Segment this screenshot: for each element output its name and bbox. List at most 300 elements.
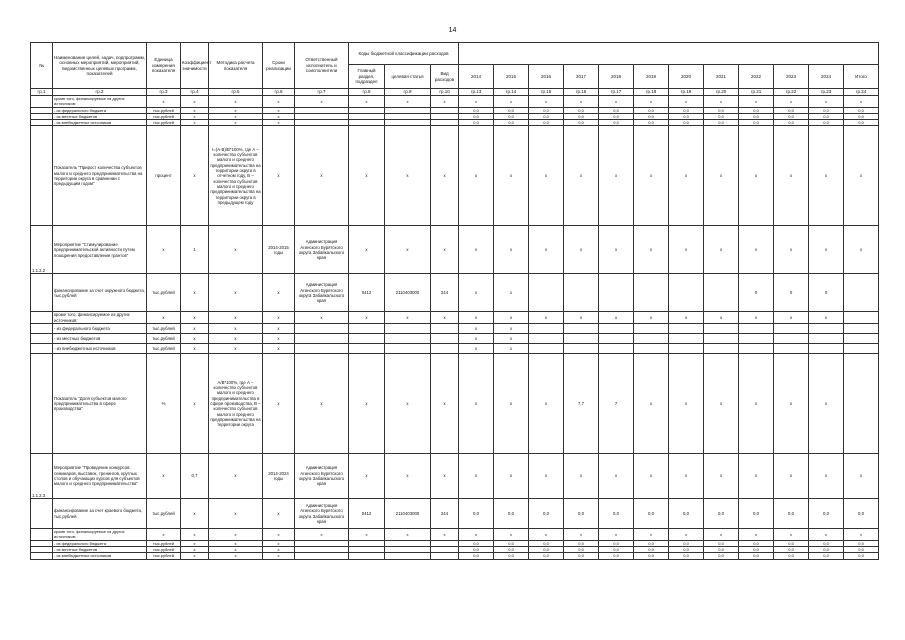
value-cell: 0,0: [529, 120, 564, 126]
coef-cell: х: [181, 334, 209, 344]
value-cell: 0,0: [704, 107, 739, 113]
executor-cell: Администрация Агинского Бурятского округа Забайкальского края: [295, 454, 349, 499]
column-number: гр.1: [31, 89, 53, 96]
value-cell: [564, 344, 599, 354]
row-number-cell: [31, 324, 53, 334]
value-cell: х: [774, 126, 809, 226]
value-cell: 0,0: [844, 107, 879, 113]
column-number: гр.8: [349, 89, 385, 96]
value-cell: 0,0: [844, 120, 879, 126]
value-cell: 0,0: [739, 113, 774, 119]
code-cell: х: [385, 226, 431, 274]
row-name: финансирование за счет краевого бюджета, тыс.рублей: [53, 499, 147, 529]
code-cell: [385, 324, 431, 334]
row-name: Показатель "Доля субъектов малого предпринимательства в сфере производства": [53, 354, 147, 454]
coef-cell: 0,7: [181, 454, 209, 499]
header-code-dept: Главный раздел, подраздел: [349, 65, 385, 89]
code-cell: 2110403000: [385, 274, 431, 312]
value-cell: 0,0: [844, 113, 879, 119]
value-cell: х: [529, 454, 564, 499]
code-cell: х: [385, 354, 431, 454]
code-cell: х: [349, 126, 385, 226]
header-year: 2020: [669, 65, 704, 89]
column-number: гр.20: [704, 89, 739, 96]
period-cell: х: [263, 499, 295, 529]
row-name: кроме того, финансируемое из других источников:: [53, 96, 147, 108]
value-cell: х: [669, 454, 704, 499]
code-cell: [349, 324, 385, 334]
value-cell: 0,0: [494, 113, 529, 119]
value-cell: 0,0: [599, 553, 634, 559]
executor-cell: [295, 344, 349, 354]
coef-cell: х: [181, 120, 209, 126]
value-cell: х: [564, 529, 599, 541]
column-number: гр.16: [564, 89, 599, 96]
value-cell: 0,0: [599, 499, 634, 529]
code-cell: х: [385, 96, 431, 108]
value-cell: 0,0: [564, 120, 599, 126]
value-cell: х: [844, 226, 879, 274]
value-cell: 0,0: [599, 540, 634, 546]
code-cell: 0412: [349, 274, 385, 312]
row-name: - из местных бюджетов: [53, 546, 147, 552]
value-cell: 0,0: [634, 540, 669, 546]
header-method: Методика расчета показателя: [209, 43, 263, 89]
method-cell: х: [209, 113, 263, 119]
period-cell: х: [263, 354, 295, 454]
value-cell: 0,0: [459, 553, 494, 559]
code-cell: х: [349, 529, 385, 541]
coef-cell: х: [181, 540, 209, 546]
value-cell: 7: [599, 354, 634, 454]
value-cell: х: [774, 226, 809, 274]
column-number: гр.17: [599, 89, 634, 96]
value-cell: 0,0: [459, 120, 494, 126]
row-name: - из внебюджетных источников: [53, 344, 147, 354]
row-name: - из внебюджетных источников: [53, 553, 147, 559]
value-cell: [599, 334, 634, 344]
value-cell: [704, 274, 739, 312]
value-cell: 0,0: [669, 120, 704, 126]
table-row: [31, 312, 879, 324]
period-cell: 2014-2015 годы: [263, 226, 295, 274]
value-cell: 0,0: [774, 107, 809, 113]
value-cell: х: [494, 96, 529, 108]
unit-cell: тыс.рублей: [147, 107, 181, 113]
column-number-row: [31, 89, 879, 96]
value-cell: 0,0: [529, 546, 564, 552]
value-cell: х: [634, 312, 669, 324]
unit-cell: тыс.рублей: [147, 499, 181, 529]
value-cell: 0,0: [599, 120, 634, 126]
value-cell: 0,0: [529, 553, 564, 559]
code-cell: 244: [431, 274, 459, 312]
header-year: 2021: [704, 65, 739, 89]
value-cell: х: [669, 226, 704, 274]
value-cell: х: [739, 354, 774, 454]
value-cell: 0,0: [739, 107, 774, 113]
value-cell: [844, 324, 879, 334]
unit-cell: х: [147, 312, 181, 324]
value-cell: 0,0: [494, 107, 529, 113]
coef-cell: х: [181, 96, 209, 108]
coef-cell: х: [181, 126, 209, 226]
value-cell: [599, 344, 634, 354]
period-cell: х: [263, 540, 295, 546]
value-cell: 0,0: [529, 113, 564, 119]
code-cell: х: [349, 96, 385, 108]
value-cell: х: [599, 454, 634, 499]
code-cell: [431, 334, 459, 344]
value-cell: х: [844, 529, 879, 541]
value-cell: 0,0: [739, 553, 774, 559]
value-cell: [809, 344, 844, 354]
code-cell: [385, 553, 431, 559]
code-cell: х: [385, 312, 431, 324]
method-cell: х: [209, 334, 263, 344]
method-cell: х: [209, 274, 263, 312]
value-cell: х: [809, 312, 844, 324]
value-cell: х: [634, 454, 669, 499]
value-cell: х: [704, 226, 739, 274]
value-cell: [529, 344, 564, 354]
value-cell: х: [564, 226, 599, 274]
header-unit: Единица измерения показателя: [147, 43, 181, 89]
value-cell: 0,0: [844, 546, 879, 552]
table-row: [31, 226, 879, 274]
value-cell: 0,0: [669, 113, 704, 119]
value-cell: х: [529, 226, 564, 274]
value-cell: х: [529, 312, 564, 324]
value-cell: х: [774, 312, 809, 324]
value-cell: 0,0: [739, 120, 774, 126]
value-cell: х: [599, 529, 634, 541]
value-cell: х: [459, 334, 494, 344]
value-cell: х: [634, 96, 669, 108]
code-cell: [431, 344, 459, 354]
unit-cell: тыс.рублей: [147, 324, 181, 334]
period-cell: х: [263, 553, 295, 559]
row-number-cell: [31, 126, 53, 226]
value-cell: 0,0: [494, 499, 529, 529]
header-code-type: Вид расходов: [431, 65, 459, 89]
row-name: финансирование за счет окружного бюджета, тыс.рублей: [53, 274, 147, 312]
value-cell: 0,0: [669, 499, 704, 529]
value-cell: х: [494, 454, 529, 499]
value-cell: 0,0: [459, 540, 494, 546]
value-cell: х: [704, 126, 739, 226]
coef-cell: х: [181, 344, 209, 354]
coef-cell: х: [181, 312, 209, 324]
header-year: 2024: [809, 65, 844, 89]
code-cell: х: [431, 454, 459, 499]
value-cell: 0,0: [809, 120, 844, 126]
method-cell: х: [209, 454, 263, 499]
value-cell: х: [634, 126, 669, 226]
method-cell: х: [209, 96, 263, 108]
value-cell: х: [704, 312, 739, 324]
method-cell: х: [209, 312, 263, 324]
period-cell: 2014-2024 годы: [263, 454, 295, 499]
value-cell: 0,0: [634, 113, 669, 119]
header-coef: Коэффициент значимости: [181, 43, 209, 89]
code-cell: 244: [431, 499, 459, 529]
value-cell: 0,0: [459, 499, 494, 529]
value-cell: х: [809, 454, 844, 499]
value-cell: 0,0: [634, 546, 669, 552]
value-cell: х: [774, 96, 809, 108]
value-cell: [564, 274, 599, 312]
value-cell: [669, 324, 704, 334]
table-row: [31, 126, 879, 226]
value-cell: 0,0: [669, 553, 704, 559]
table-row: [31, 274, 879, 312]
unit-cell: %: [147, 354, 181, 454]
header-year: 2016: [529, 65, 564, 89]
value-cell: 0,0: [704, 120, 739, 126]
executor-cell: Администрация Агинского Бурятского округа Забайкальского края: [295, 499, 349, 529]
program-table: [30, 42, 879, 560]
value-cell: 0,0: [564, 113, 599, 119]
value-cell: [739, 334, 774, 344]
header-year: 2017: [564, 65, 599, 89]
value-cell: х: [809, 226, 844, 274]
value-cell: 0,0: [634, 120, 669, 126]
value-cell: х: [844, 126, 879, 226]
table-row: [31, 553, 879, 559]
code-cell: х: [349, 312, 385, 324]
unit-cell: тыс.рублей: [147, 546, 181, 552]
value-cell: х: [634, 354, 669, 454]
value-cell: х: [564, 126, 599, 226]
value-cell: 0,0: [739, 540, 774, 546]
value-cell: [844, 312, 879, 324]
method-cell: х: [209, 529, 263, 541]
value-cell: х: [494, 354, 529, 454]
value-cell: [599, 324, 634, 334]
table-row: [31, 529, 879, 541]
value-cell: 0,0: [774, 120, 809, 126]
value-cell: х: [634, 529, 669, 541]
header-year: 2023: [774, 65, 809, 89]
column-number: гр.6: [263, 89, 295, 96]
value-cell: х: [809, 96, 844, 108]
value-cell: х: [494, 226, 529, 274]
unit-cell: тыс.рублей: [147, 334, 181, 344]
value-cell: 0,0: [774, 113, 809, 119]
row-number-cell: [31, 96, 53, 108]
value-cell: 0,0: [564, 540, 599, 546]
value-cell: х: [669, 354, 704, 454]
value-cell: х: [459, 96, 494, 108]
header-year: 2015: [494, 65, 529, 89]
value-cell: 0,0: [634, 499, 669, 529]
value-cell: 0,0: [704, 499, 739, 529]
value-cell: [774, 324, 809, 334]
code-cell: 2110403000: [385, 499, 431, 529]
code-cell: [349, 334, 385, 344]
coef-cell: х: [181, 546, 209, 552]
row-number-cell: [31, 334, 53, 344]
row-name: Мероприятие "Проведение конкурсов, семинаров, выставок, тренингов, круглых столов и обучающих курсов для субъектов малого и среднего предпринимательства": [53, 454, 147, 499]
code-cell: [431, 324, 459, 334]
row-number-cell: [31, 499, 53, 529]
period-cell: х: [263, 274, 295, 312]
method-cell: х: [209, 546, 263, 552]
code-cell: х: [385, 454, 431, 499]
value-cell: [809, 324, 844, 334]
value-cell: [529, 274, 564, 312]
code-cell: х: [349, 354, 385, 454]
value-cell: х: [564, 96, 599, 108]
value-cell: 0,0: [634, 107, 669, 113]
value-cell: 0,0: [564, 107, 599, 113]
coef-cell: х: [181, 499, 209, 529]
header-code-target: целевая статья: [385, 65, 431, 89]
method-cell: х: [209, 120, 263, 126]
value-cell: х: [599, 126, 634, 226]
header-num: №: [31, 43, 53, 89]
period-cell: х: [263, 334, 295, 344]
column-number: гр.13: [459, 89, 494, 96]
row-number-cell: [31, 344, 53, 354]
column-number: гр.2: [53, 89, 147, 96]
value-cell: 0,0: [529, 540, 564, 546]
code-cell: х: [431, 529, 459, 541]
table-row: [31, 499, 879, 529]
value-cell: х: [739, 96, 774, 108]
executor-cell: х: [295, 312, 349, 324]
column-number: гр.10: [431, 89, 459, 96]
value-cell: [739, 324, 774, 334]
value-cell: [669, 344, 704, 354]
code-cell: х: [349, 454, 385, 499]
column-number: гр.3: [147, 89, 181, 96]
value-cell: 0,0: [599, 546, 634, 552]
code-cell: [385, 334, 431, 344]
value-cell: х: [529, 96, 564, 108]
value-cell: х: [494, 344, 529, 354]
value-cell: 0,0: [809, 540, 844, 546]
code-cell: [385, 344, 431, 354]
value-cell: 0,0: [704, 546, 739, 552]
value-cell: 0,0: [844, 553, 879, 559]
value-cell: [529, 334, 564, 344]
value-cell: 0,0: [809, 113, 844, 119]
value-cell: 0,0: [704, 553, 739, 559]
value-cell: х: [599, 226, 634, 274]
unit-cell: тыс.рублей: [147, 553, 181, 559]
value-cell: х: [459, 312, 494, 324]
unit-cell: тыс.рублей: [147, 344, 181, 354]
unit-cell: х: [147, 226, 181, 274]
value-cell: 0,0: [809, 107, 844, 113]
header-year: 2022: [739, 65, 774, 89]
code-cell: 0412: [349, 499, 385, 529]
value-cell: 0,0: [599, 107, 634, 113]
value-cell: [634, 334, 669, 344]
executor-cell: х: [295, 126, 349, 226]
value-cell: х: [739, 454, 774, 499]
value-cell: 0,0: [599, 113, 634, 119]
code-cell: х: [385, 126, 431, 226]
value-cell: 0,0: [809, 546, 844, 552]
column-number: гр.19: [669, 89, 704, 96]
unit-cell: тыс.рублей: [147, 120, 181, 126]
code-cell: х: [431, 226, 459, 274]
period-cell: х: [263, 529, 295, 541]
value-cell: х: [494, 312, 529, 324]
unit-cell: х: [147, 454, 181, 499]
value-cell: [564, 324, 599, 334]
value-cell: х: [809, 126, 844, 226]
value-cell: х: [459, 324, 494, 334]
code-cell: х: [431, 354, 459, 454]
row-name: кроме того, финансируемое из других источников:: [53, 529, 147, 541]
value-cell: [774, 334, 809, 344]
header-executor: Ответственный исполнитель и соисполнители: [295, 43, 349, 89]
header-codes: Коды бюджетной классификации расходов: [349, 43, 459, 65]
header-year: 2014: [459, 65, 494, 89]
coef-cell: х: [181, 324, 209, 334]
method-cell: х: [209, 107, 263, 113]
value-cell: 0,0: [844, 540, 879, 546]
method-cell: I=(A-B)/B*100%, где А – количество субъектов малого и среднего предпринимательства на территории округа в отчетном году, В – количество субъектов малого и среднего предпринимательства на территории округа в предыдущем году: [209, 126, 263, 226]
value-cell: 0,0: [459, 546, 494, 552]
row-name: Показатель "Прирост количества субъектов малого и среднего предпринимательства на территории округа в сравнении с предыдущим годом": [53, 126, 147, 226]
method-cell: х: [209, 324, 263, 334]
column-number: гр.9: [385, 89, 431, 96]
table-row: [31, 344, 879, 354]
value-cell: х: [739, 529, 774, 541]
coef-cell: х: [181, 553, 209, 559]
value-cell: х: [459, 126, 494, 226]
column-number: гр.18: [634, 89, 669, 96]
value-cell: х: [459, 529, 494, 541]
value-cell: х: [459, 274, 494, 312]
value-cell: х: [809, 529, 844, 541]
row-number-cell: [31, 553, 53, 559]
period-cell: х: [263, 312, 295, 324]
value-cell: 0,0: [529, 499, 564, 529]
row-name: - из федерального бюджета: [53, 324, 147, 334]
unit-cell: х: [147, 96, 181, 108]
value-cell: [669, 274, 704, 312]
value-cell: х: [529, 529, 564, 541]
period-cell: х: [263, 113, 295, 119]
value-cell: 0,0: [564, 546, 599, 552]
value-cell: 0,0: [564, 499, 599, 529]
value-cell: 0,0: [809, 553, 844, 559]
value-cell: 0,0: [459, 113, 494, 119]
period-cell: х: [263, 546, 295, 552]
coef-cell: х: [181, 107, 209, 113]
value-cell: 0,0: [634, 553, 669, 559]
value-cell: 0,0: [774, 499, 809, 529]
value-cell: х: [529, 354, 564, 454]
value-cell: х: [739, 226, 774, 274]
column-number: гр.23: [809, 89, 844, 96]
value-cell: х: [634, 226, 669, 274]
code-cell: [349, 344, 385, 354]
code-cell: [349, 553, 385, 559]
column-number: гр.15: [529, 89, 564, 96]
table-row: [31, 96, 879, 108]
table-row: [31, 324, 879, 334]
value-cell: 0,0: [809, 499, 844, 529]
value-cell: х: [739, 312, 774, 324]
value-cell: 0,0: [739, 546, 774, 552]
